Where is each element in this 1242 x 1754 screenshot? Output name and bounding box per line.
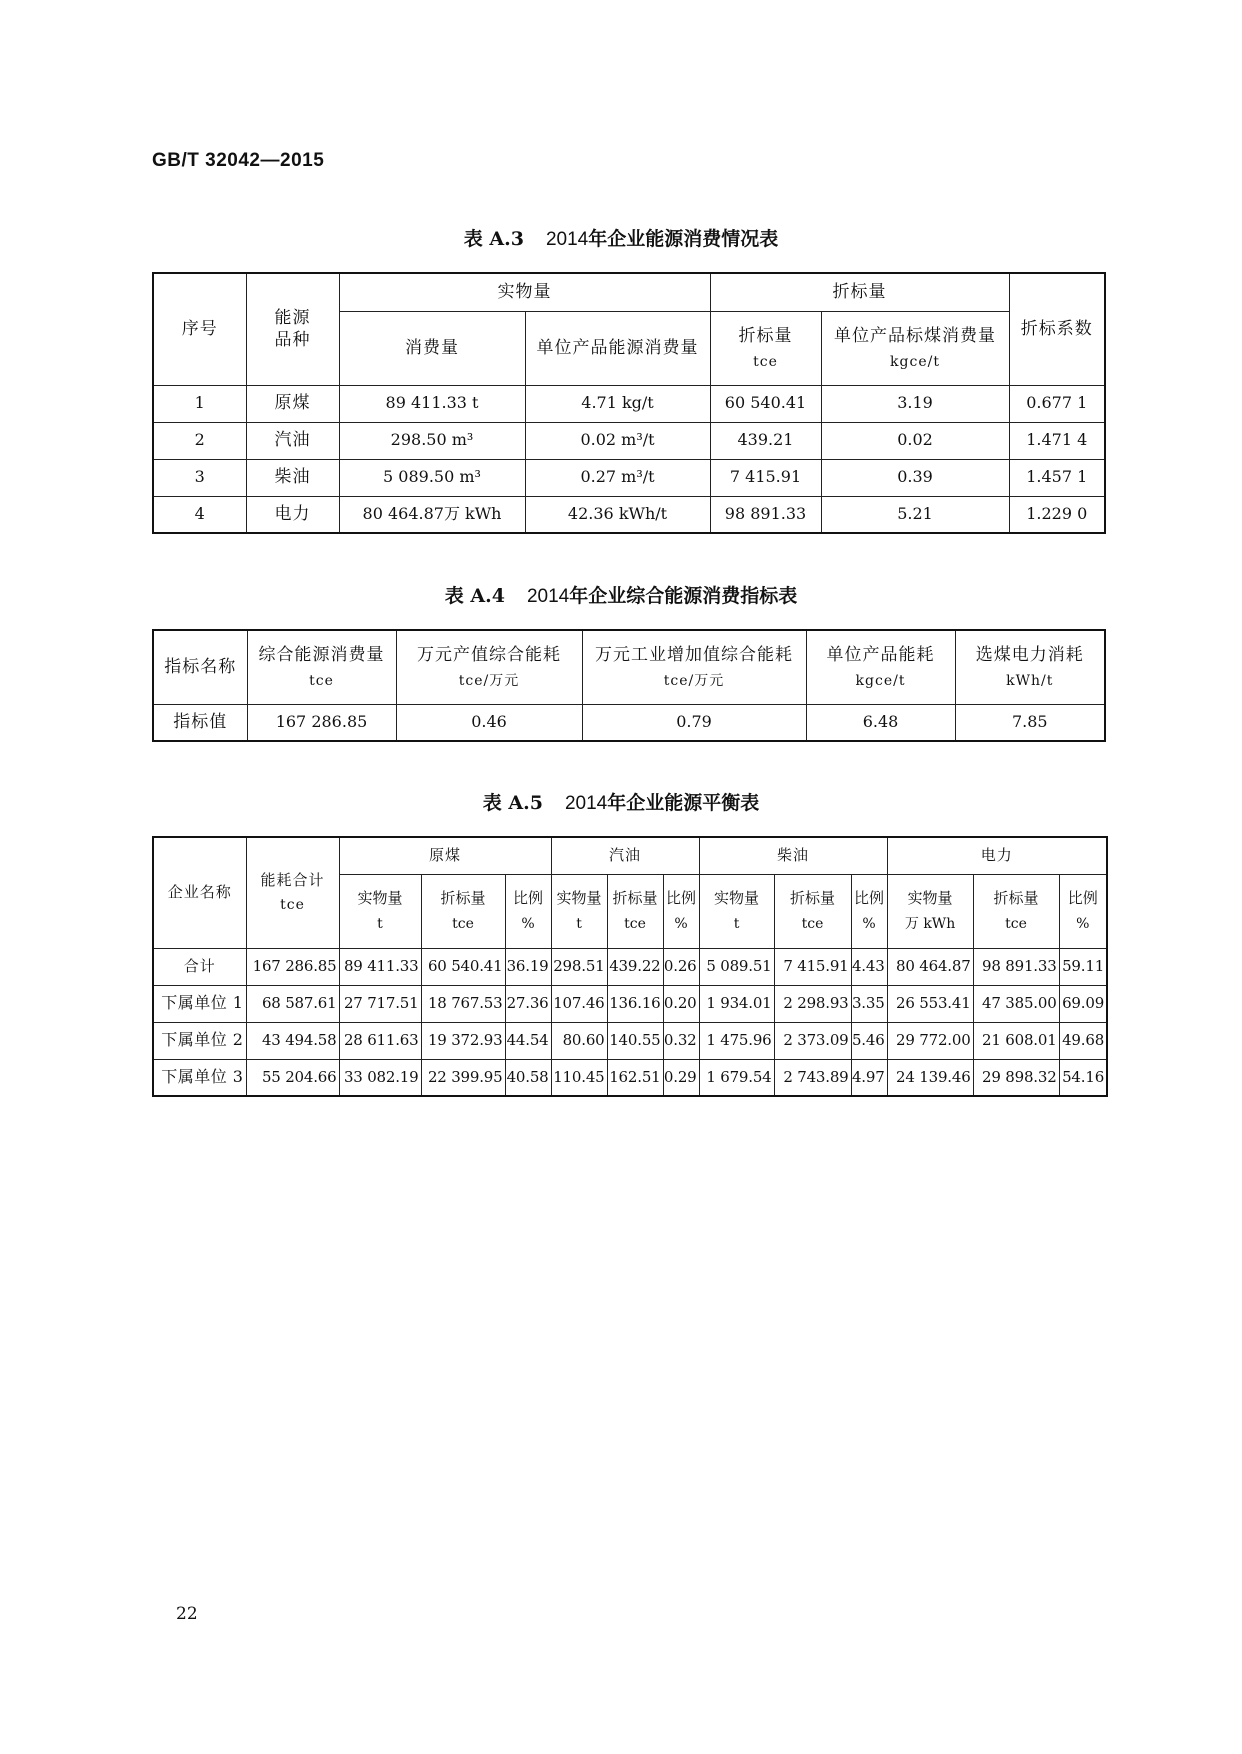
table-row <box>153 948 1107 985</box>
header-group-gasoline: 汽油 <box>551 837 699 874</box>
unit: tce <box>801 915 824 932</box>
header-energy-type <box>246 273 339 385</box>
header-gasoline-ratio <box>663 874 699 948</box>
cell-gasoline-ratio: 0.29 <box>663 1059 699 1096</box>
cell-coal-ratio: 40.58 <box>505 1059 551 1096</box>
cell-coal-physical: 28 611.63 <box>339 1022 421 1059</box>
cell-per-output: 0.46 <box>396 704 582 741</box>
table-a5-caption-text: 年企业能源平衡表 <box>607 792 760 814</box>
cell-company: 合计 <box>153 948 246 985</box>
header-unit-std-coal-label: 单位产品标煤消费量 <box>834 325 996 346</box>
cell-coal-standard: 18 767.53 <box>421 985 505 1022</box>
cell-unit-std: 3.19 <box>821 385 1009 422</box>
cell-diesel-ratio: 4.97 <box>851 1059 887 1096</box>
table-row <box>153 385 1105 422</box>
cell-diesel-physical: 1 934.01 <box>699 985 774 1022</box>
header-per-output-label: 万元产值综合能耗 <box>417 645 561 666</box>
unit: % <box>521 915 535 932</box>
cell-power-ratio: 49.68 <box>1059 1022 1107 1059</box>
header-per-product-label: 单位产品能耗 <box>826 645 935 666</box>
cell-consumption: 89 411.33 t <box>339 385 525 422</box>
cell-std-amount: 439.21 <box>710 422 821 459</box>
header-physical: 实物量 <box>339 273 710 311</box>
header-power-ratio <box>1059 874 1107 948</box>
header-coal-standard <box>421 874 505 948</box>
table-a4 <box>152 629 1106 742</box>
header-coal-power <box>955 630 1105 704</box>
cell-power-standard: 98 891.33 <box>973 948 1059 985</box>
cell-power-ratio: 59.11 <box>1059 948 1107 985</box>
cell-diesel-physical: 1 475.96 <box>699 1022 774 1059</box>
header-coal-ratio <box>505 874 551 948</box>
header-gasoline-standard <box>607 874 663 948</box>
header-consumption: 消费量 <box>339 311 525 385</box>
header-unit-consumption: 单位产品能源消费量 <box>525 311 710 385</box>
cell-unit-consumption: 4.71 kg/t <box>525 385 710 422</box>
label: 比例 <box>854 889 885 908</box>
cell-gasoline-standard: 439.22 <box>607 948 663 985</box>
cell-gasoline-physical: 107.46 <box>551 985 607 1022</box>
header-coal-physical <box>339 874 421 948</box>
cell-coal-standard: 22 399.95 <box>421 1059 505 1096</box>
cell-diesel-ratio: 3.35 <box>851 985 887 1022</box>
cell-unit-std: 5.21 <box>821 496 1009 533</box>
header-unit-std-coal <box>821 311 1009 385</box>
cell-per-product: 6.48 <box>806 704 955 741</box>
label: 实物量 <box>556 889 602 908</box>
header-diesel-physical <box>699 874 774 948</box>
table-row <box>153 496 1105 533</box>
cell-type: 电力 <box>246 496 339 533</box>
unit: t <box>377 915 383 932</box>
cell-total: 68 587.61 <box>246 985 339 1022</box>
cell-consumption: 80 464.87万 kWh <box>339 496 525 533</box>
header-per-value-added-label: 万元工业增加值综合能耗 <box>595 645 793 666</box>
cell-consumption: 298.50 m³ <box>339 422 525 459</box>
label: 折标量 <box>440 889 486 908</box>
standard-code: GB/T 32042—2015 <box>152 150 325 171</box>
header-total-label: 能耗合计 <box>260 870 325 889</box>
cell-gasoline-ratio: 0.26 <box>663 948 699 985</box>
table-a3-caption <box>0 224 1242 251</box>
cell-power-standard: 29 898.32 <box>973 1059 1059 1096</box>
header-indicator-name: 指标名称 <box>153 630 247 704</box>
cell-total: 167 286.85 <box>246 948 339 985</box>
cell-power-standard: 47 385.00 <box>973 985 1059 1022</box>
label: 折标量 <box>790 889 836 908</box>
header-total <box>246 837 339 948</box>
cell-gasoline-standard: 136.16 <box>607 985 663 1022</box>
unit: tce <box>1005 915 1027 932</box>
header-per-output-unit: tce/万元 <box>458 673 520 690</box>
header-gasoline-physical <box>551 874 607 948</box>
cell-gasoline-physical: 80.60 <box>551 1022 607 1059</box>
cell-gasoline-ratio: 0.20 <box>663 985 699 1022</box>
cell-per-value-added: 0.79 <box>582 704 806 741</box>
label: 折标量 <box>612 889 658 908</box>
cell-company: 下属单位 1 <box>153 985 246 1022</box>
cell-diesel-standard: 2 743.89 <box>774 1059 851 1096</box>
unit: tce <box>624 915 646 932</box>
header-diesel-ratio <box>851 874 887 948</box>
table-a4-caption-year: 2014 <box>526 586 570 607</box>
unit: t <box>733 915 740 932</box>
cell-coef: 1.457 1 <box>1009 459 1105 496</box>
cell-coal-physical: 89 411.33 <box>339 948 421 985</box>
header-std-amount-label: 折标量 <box>738 325 793 346</box>
cell-coef: 1.471 4 <box>1009 422 1105 459</box>
header-total-unit: tce <box>280 897 305 914</box>
table-a3-caption-text: 年企业能源消费情况表 <box>588 228 779 250</box>
label: 比例 <box>666 889 697 908</box>
cell-diesel-ratio: 4.43 <box>851 948 887 985</box>
cell-seq: 2 <box>153 422 246 459</box>
header-per-product <box>806 630 955 704</box>
label: 折标量 <box>993 889 1039 908</box>
header-energy-type-label: 能源品种 <box>274 308 311 351</box>
unit: t <box>576 915 582 932</box>
header-per-output <box>396 630 582 704</box>
cell-coef: 1.229 0 <box>1009 496 1105 533</box>
cell-gasoline-physical: 110.45 <box>551 1059 607 1096</box>
cell-power-ratio: 69.09 <box>1059 985 1107 1022</box>
cell-diesel-standard: 7 415.91 <box>774 948 851 985</box>
cell-coal-physical: 33 082.19 <box>339 1059 421 1096</box>
cell-indicator-label: 指标值 <box>153 704 247 741</box>
header-diesel-standard <box>774 874 851 948</box>
cell-power-ratio: 54.16 <box>1059 1059 1107 1096</box>
label: 实物量 <box>714 889 760 908</box>
cell-power-physical: 26 553.41 <box>887 985 973 1022</box>
table-a3-caption-number: 表 A.3 <box>463 228 524 250</box>
header-standard: 折标量 <box>710 273 1009 311</box>
cell-coal-power: 7.85 <box>955 704 1105 741</box>
cell-total: 43 494.58 <box>246 1022 339 1059</box>
header-group-coal: 原煤 <box>339 837 551 874</box>
table-a5-caption-number: 表 A.5 <box>482 792 543 814</box>
page-number: 22 <box>176 1604 198 1624</box>
header-total-energy-label: 综合能源消费量 <box>258 645 385 666</box>
cell-type: 柴油 <box>246 459 339 496</box>
cell-unit-consumption: 0.02 m³/t <box>525 422 710 459</box>
table-row <box>153 459 1105 496</box>
label: 实物量 <box>907 889 953 908</box>
table-a5 <box>152 836 1108 1097</box>
cell-coef: 0.677 1 <box>1009 385 1105 422</box>
header-coal-power-unit: kWh/t <box>1006 673 1054 690</box>
cell-diesel-ratio: 5.46 <box>851 1022 887 1059</box>
header-per-product-unit: kgce/t <box>855 673 906 690</box>
cell-coal-ratio: 27.36 <box>505 985 551 1022</box>
header-total-energy <box>247 630 396 704</box>
cell-type: 汽油 <box>246 422 339 459</box>
cell-coal-standard: 60 540.41 <box>421 948 505 985</box>
cell-seq: 1 <box>153 385 246 422</box>
unit: tce <box>452 915 474 932</box>
table-a3 <box>152 272 1106 534</box>
cell-std-amount: 98 891.33 <box>710 496 821 533</box>
cell-diesel-physical: 5 089.51 <box>699 948 774 985</box>
cell-std-amount: 7 415.91 <box>710 459 821 496</box>
cell-std-amount: 60 540.41 <box>710 385 821 422</box>
cell-unit-consumption: 0.27 m³/t <box>525 459 710 496</box>
header-coal-power-label: 选煤电力消耗 <box>975 645 1084 666</box>
header-total-energy-unit: tce <box>309 673 334 690</box>
header-company: 企业名称 <box>153 837 246 948</box>
unit: % <box>1076 915 1090 932</box>
table-a3-caption-year: 2014 <box>545 229 589 250</box>
cell-company: 下属单位 2 <box>153 1022 246 1059</box>
header-coefficient: 折标系数 <box>1009 273 1105 385</box>
header-unit-std-coal-unit: kgce/t <box>890 353 940 370</box>
label: 比例 <box>513 889 544 908</box>
cell-total-energy: 167 286.85 <box>247 704 396 741</box>
label: 比例 <box>1067 889 1098 908</box>
cell-power-physical: 24 139.46 <box>887 1059 973 1096</box>
cell-seq: 3 <box>153 459 246 496</box>
cell-unit-consumption: 42.36 kWh/t <box>525 496 710 533</box>
unit: 万 kWh <box>904 915 956 932</box>
cell-diesel-standard: 2 373.09 <box>774 1022 851 1059</box>
header-per-value-added <box>582 630 806 704</box>
header-group-power: 电力 <box>887 837 1107 874</box>
table-a5-caption-year: 2014 <box>564 793 608 814</box>
unit: % <box>862 915 876 932</box>
cell-coal-standard: 19 372.93 <box>421 1022 505 1059</box>
cell-unit-std: 0.02 <box>821 422 1009 459</box>
cell-coal-physical: 27 717.51 <box>339 985 421 1022</box>
header-std-amount-unit: tce <box>753 353 778 370</box>
header-power-physical <box>887 874 973 948</box>
table-row <box>153 1022 1107 1059</box>
table-a4-caption <box>0 581 1242 608</box>
table-row <box>153 422 1105 459</box>
header-group-diesel: 柴油 <box>699 837 887 874</box>
cell-type: 原煤 <box>246 385 339 422</box>
cell-company: 下属单位 3 <box>153 1059 246 1096</box>
unit: % <box>674 915 688 932</box>
table-a4-caption-text: 年企业综合能源消费指标表 <box>569 585 798 607</box>
header-seq: 序号 <box>153 273 246 385</box>
table-row <box>153 985 1107 1022</box>
table-row <box>153 704 1105 741</box>
cell-seq: 4 <box>153 496 246 533</box>
cell-power-physical: 29 772.00 <box>887 1022 973 1059</box>
cell-diesel-standard: 2 298.93 <box>774 985 851 1022</box>
table-row <box>153 1059 1107 1096</box>
table-a5-caption <box>0 788 1242 815</box>
cell-unit-std: 0.39 <box>821 459 1009 496</box>
cell-gasoline-physical: 298.51 <box>551 948 607 985</box>
header-std-amount <box>710 311 821 385</box>
cell-coal-ratio: 44.54 <box>505 1022 551 1059</box>
header-power-standard <box>973 874 1059 948</box>
cell-consumption: 5 089.50 m³ <box>339 459 525 496</box>
cell-coal-ratio: 36.19 <box>505 948 551 985</box>
cell-gasoline-standard: 140.55 <box>607 1022 663 1059</box>
cell-gasoline-standard: 162.51 <box>607 1059 663 1096</box>
cell-diesel-physical: 1 679.54 <box>699 1059 774 1096</box>
cell-power-standard: 21 608.01 <box>973 1022 1059 1059</box>
cell-gasoline-ratio: 0.32 <box>663 1022 699 1059</box>
label: 实物量 <box>357 889 403 908</box>
table-a4-caption-number: 表 A.4 <box>444 585 505 607</box>
cell-total: 55 204.66 <box>246 1059 339 1096</box>
cell-power-physical: 80 464.87 <box>887 948 973 985</box>
header-per-value-added-unit: tce/万元 <box>663 673 725 690</box>
